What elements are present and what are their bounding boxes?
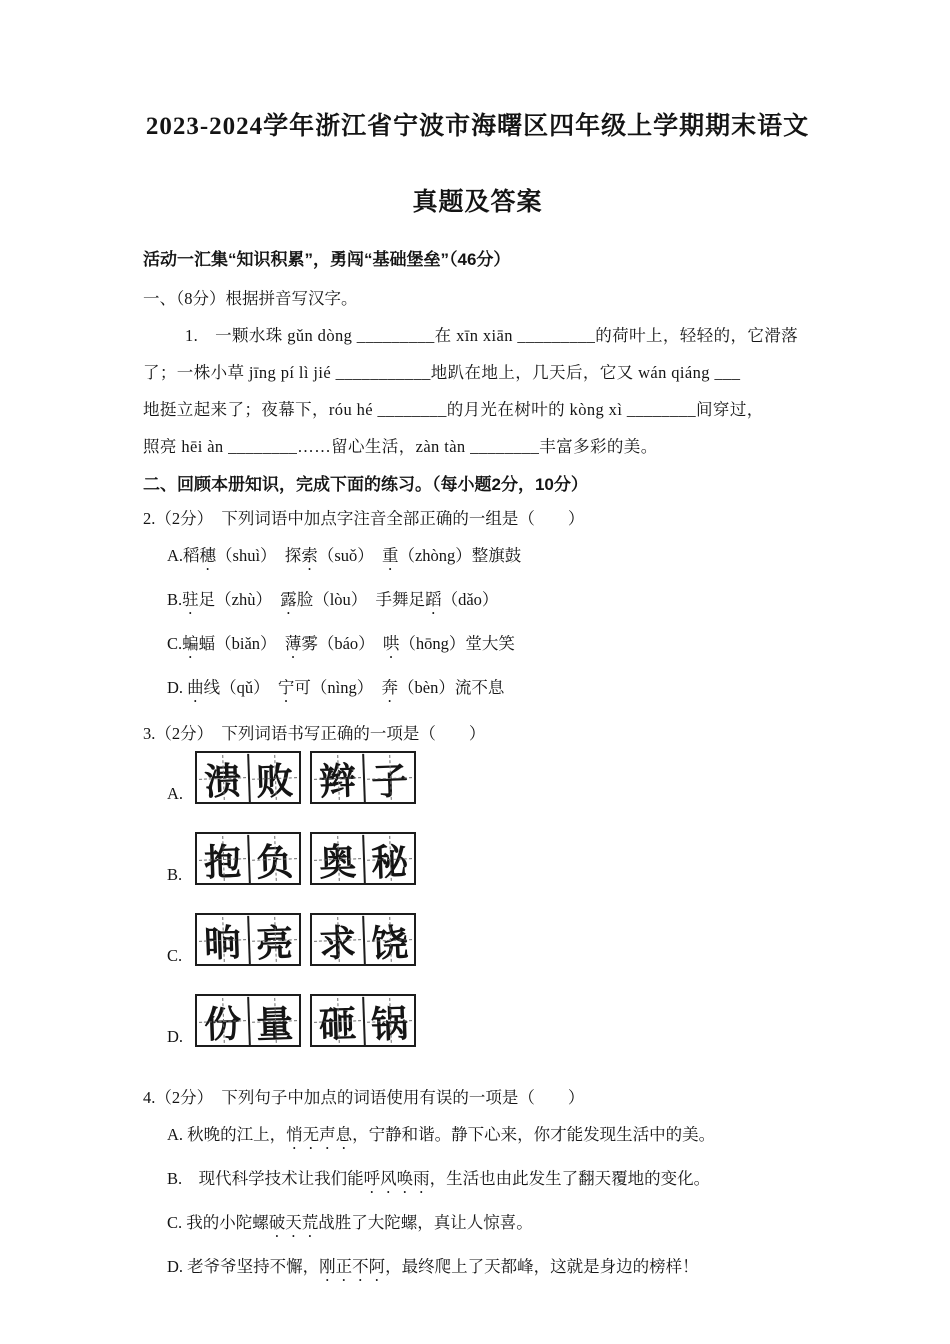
q1-line-3: 地挺立起来了；夜幕下，róu hé ________的月光在树叶的 kòng xì ________间穿过， (143, 400, 764, 419)
handwriting-char: 败 (247, 752, 300, 803)
handwriting-grid-word1 (195, 913, 301, 966)
q3-option-a-label: A. (167, 784, 184, 803)
q4-stem: 4.（2分） 下列句子中加点的词语使用有误的一项是（ ） (143, 1088, 585, 1107)
handwriting-char: 抱 (196, 833, 249, 884)
handwriting-char: 奥 (311, 833, 364, 884)
q3-option-a (167, 751, 812, 804)
q4-option-c: C. 我的小陀螺破天荒战胜了大陀螺，真让人惊喜。 (167, 1213, 533, 1232)
q3-option-d (167, 994, 812, 1047)
q4-option-b: B. 现代科学技术让我们能呼风唤雨，生活也由此发生了翻天覆地的变化。 (167, 1169, 711, 1188)
handwriting-grid-word2 (310, 994, 416, 1047)
question-4 (143, 1087, 812, 1285)
handwriting-grid-word2 (310, 913, 416, 966)
handwriting-grid-word1 (195, 832, 301, 885)
handwriting-grid-word2 (310, 832, 416, 885)
handwriting-char: 份 (196, 995, 249, 1046)
q2-option-a: A.稻穗（shuì） 探索（suǒ） 重（zhòng）整旗鼓 (167, 546, 522, 565)
q4-option-a: A. 秋晚的江上，悄无声息，宁静和谐。静下心来，你才能发现生活中的美。 (167, 1125, 716, 1144)
question-2 (143, 508, 812, 706)
q1-line-2: 了；一株小草 jīng pí lì jié ___________地趴在地上，几天后，它又 wán qiáng ___ (143, 363, 741, 382)
handwriting-char: 子 (362, 752, 415, 803)
q1-line-4: 照亮 hēi àn ________……留心生活，zàn tàn ________丰富多彩的美。 (143, 437, 658, 456)
handwriting-char: 负 (247, 833, 300, 884)
q1-line-1: 1. 一颗水珠 gǔn dòng _________在 xīn xiān _________的荷叶上，轻轻的，它滑落 (185, 326, 799, 345)
handwriting-char: 辫 (311, 752, 364, 803)
exam-title-line1: 2023-2024学年浙江省宁波市海曙区四年级上学期期末语文 (145, 113, 810, 140)
q3-option-c-label: C. (167, 946, 183, 965)
q3-option-b (167, 832, 812, 885)
handwriting-char: 晌 (196, 914, 249, 965)
handwriting-char: 秘 (362, 833, 415, 884)
part2-heading: 二、回顾本册知识，完成下面的练习。（每小题2分，10分） (143, 475, 588, 494)
handwriting-grid-word2 (310, 751, 416, 804)
handwriting-grid-word1 (195, 751, 301, 804)
activity-heading: 活动一汇集“知识积累”，勇闯“基础堡垒”（46分） (143, 250, 511, 269)
handwriting-char: 求 (311, 914, 364, 965)
handwriting-char: 锅 (362, 995, 415, 1046)
q3-stem: 3.（2分） 下列词语书写正确的一项是（ ） (143, 724, 486, 743)
question-1 (143, 325, 812, 458)
q2-option-b: B.驻足（zhù） 露脸（lòu） 手舞足蹈（dǎo） (167, 590, 499, 609)
q3-option-c (167, 913, 812, 966)
q3-option-b-label: B. (167, 865, 183, 884)
handwriting-char: 饶 (362, 914, 415, 965)
handwriting-char: 溃 (196, 752, 249, 803)
part1-heading: 一、（8分）根据拼音写汉字。 (143, 289, 358, 308)
exam-title-line2: 真题及答案 (412, 189, 543, 216)
handwriting-char: 亮 (247, 914, 300, 965)
handwriting-char: 量 (247, 995, 300, 1046)
q2-option-d: D. 曲线（qǔ） 宁可（nìng） 奔（bèn）流不息 (167, 678, 505, 697)
handwriting-char: 砸 (311, 995, 364, 1046)
question-3 (143, 723, 812, 1047)
q4-option-d: D. 老爷爷坚持不懈，刚正不阿，最终爬上了天都峰，这就是身边的榜样！ (167, 1257, 699, 1276)
handwriting-grid-word1 (195, 994, 301, 1047)
q3-option-d-label: D. (167, 1027, 184, 1046)
q2-stem: 2.（2分） 下列词语中加点字注音全部正确的一组是（ ） (143, 509, 585, 528)
q2-option-c: C.蝙蝠（biǎn） 薄雾（báo） 哄（hōng）堂大笑 (167, 634, 515, 653)
